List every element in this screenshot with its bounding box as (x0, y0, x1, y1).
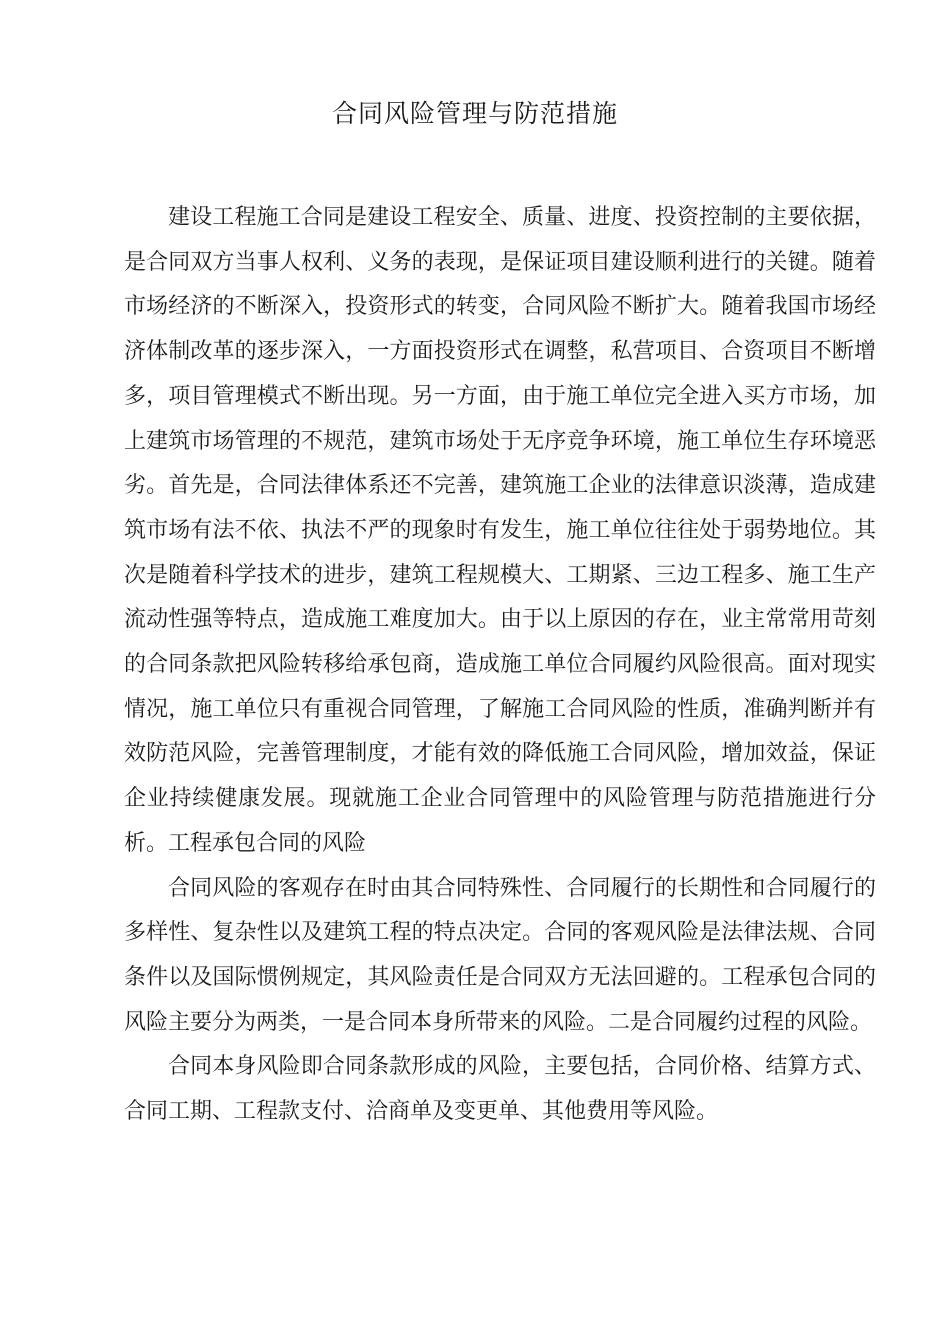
document-body (124, 196, 876, 1135)
paragraph-intro: 建设工程施工合同是建设工程安全、质量、进度、投资控制的主要依据，是合同双方当事人权利、义务的表现，是保证项目建设顺利进行的关键。随着市场经济的不断深入，投资形式的转变，合同风险不断扩大。随着我国市场经济体制改革的逐步深入，一方面投资形式在调整，私营项目、合资项目不断增多，项目管理模式不断出现。另一方面，由于施工单位完全进入买方市场，加上建筑市场管理的不规范，建筑市场处于无序竞争环境，施工单位生存环境恶劣。首先是，合同法律体系还不完善，建筑施工企业的法律意识淡薄，造成建筑市场有法不依、执法不严的现象时有发生，施工单位往往处于弱势地位。其次是随着科学技术的进步，建筑工程规模大、工期紧、三边工程多、施工生产流动性强等特点，造成施工难度加大。由于以上原因的存在，业主常常用苛刻的合同条款把风险转移给承包商，造成施工单位合同履约风险很高。面对现实情况，施工单位只有重视合同管理，了解施工合同风险的性质，准确判断并有效防范风险，完善管理制度，才能有效的降低施工合同风险，增加效益，保证企业持续健康发展。现就施工企业合同管理中的风险管理与防范措施进行分析。工程承包合同的风险 (124, 205, 876, 856)
paragraph-contract-risk: 合同风险的客观存在时由其合同特殊性、合同履行的长期性和合同履行的多样性、复杂性以及建筑工程的特点决定。合同的客观风险是法律法规、合同条件以及国际惯例规定，其风险责任是合同双方无法回避的。工程承包合同的风险主要分为两类，一是合同本身所带来的风险。二是合同履约过程的风险。 (124, 875, 876, 1035)
document-title: 合同风险管理与防范措施 (331, 99, 618, 128)
paragraph-contract-terms-risk: 合同本身风险即合同条款形成的风险，主要包括，合同价格、结算方式、合同工期、工程款支付、洽商单及变更单、其他费用等风险。 (124, 1054, 876, 1125)
